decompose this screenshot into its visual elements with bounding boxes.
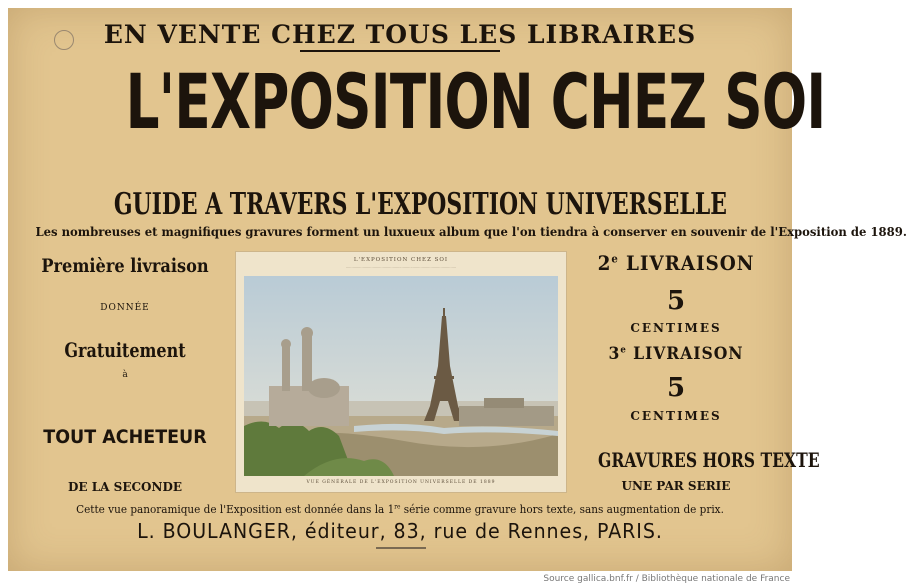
description: Les nombreuses et magnifiques gravures forment un luxueux album que l'on tiendra à conserver en souvenir de l'Exposition de 1889. [35,224,907,239]
note [28,503,773,516]
issue2-label: LIVRAISON [626,251,755,275]
buyer-label: TOUT ACHETEUR [43,426,207,448]
imprint-mark [376,547,426,549]
second-issue [584,251,768,275]
issue3-sup: e [620,344,627,356]
guide-subtitle: GUIDE A TRAVERS L'EXPOSITION UNIVERSELLE [113,187,727,222]
note-after: série comme gravure hors texte, sans augmentation de prix. [400,503,724,516]
poster-title: L'EXPOSITION CHEZ SOI [125,57,826,146]
note-sup: re [394,503,401,511]
currency-3: CENTIMES [630,409,722,423]
plate-caption-top: L'EXPOSITION CHEZ SOI [353,257,449,263]
issue2-number: 2 [597,251,612,275]
plates-label: GRAVURES HORS TEXTE [598,448,820,472]
price-3: 5 [666,373,686,403]
issue3-number: 3 [608,344,621,364]
source-credit: Source gallica.bnf.fr / Bibliothèque nationale de France [543,574,790,584]
second-label: DE LA SECONDE [68,480,182,494]
currency-2: CENTIMES [630,321,722,335]
free-label: Gratuitement [64,338,186,362]
issue3-label: LIVRAISON [633,344,744,364]
engraving-plate [235,251,567,493]
plate-caption-bottom: VUE GÉNÉRALE DE L'EXPOSITION UNIVERSELLE DE 1889 [306,480,496,485]
note-before: Cette vue panoramique de l'Exposition est donnée dans la 1 [76,503,395,516]
publisher-line: L. BOULANGER, éditeur, 83, rue de Rennes, PARIS. [137,519,663,543]
plate-subcaption: ................................................................................................... [345,265,457,269]
given-label: DONNÉE [100,303,150,313]
header-line: EN VENTE CHEZ TOUS LES LIBRAIRES [103,20,697,49]
poster [8,8,907,571]
third-issue [584,344,768,364]
to-label: à [122,370,128,380]
exposition-panorama-illustration [244,276,558,476]
issue2-sup: e [611,252,619,266]
price-2: 5 [666,286,686,316]
per-series-label: UNE PAR SERIE [621,479,731,493]
first-issue: Première livraison [41,255,209,277]
